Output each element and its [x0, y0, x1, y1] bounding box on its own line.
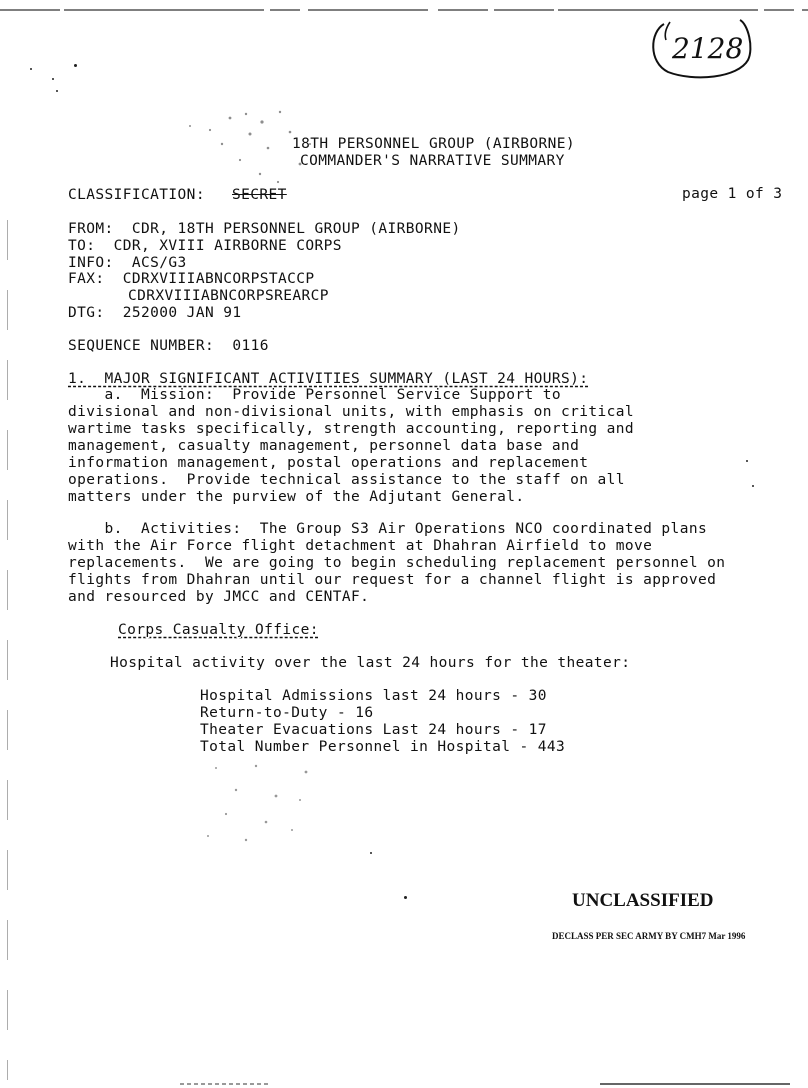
sequence-number: SEQUENCE NUMBER: 0116 [68, 338, 269, 354]
paragraph-line: operations. Provide technical assistance to the staff on all [68, 472, 625, 488]
paragraph-line: information management, postal operations and replacement [68, 455, 589, 471]
scan-speck [752, 485, 754, 487]
scan-speck [74, 64, 77, 67]
classification-value: SECRET [232, 187, 287, 203]
corps-casualty-heading: Corps Casualty Office: [118, 622, 319, 638]
paragraph-line: b. Activities: The Group S3 Air Operations NCO coordinated plans [68, 521, 708, 537]
section-heading: 1. MAJOR SIGNIFICANT ACTIVITIES SUMMARY (LAST 24 HOURS): [68, 371, 589, 387]
header-summary-title: COMMANDER'S NARRATIVE SUMMARY [300, 153, 565, 169]
paragraph-line: management, casualty management, personnel data base and [68, 438, 580, 454]
hospital-intro: Hospital activity over the last 24 hours for the theater: [110, 655, 631, 671]
scan-smudge [196, 760, 336, 850]
paragraph-line: divisional and non-divisional units, with emphasis on critical [68, 404, 635, 420]
info-line: INFO: ACS/G3 [68, 255, 187, 271]
scan-speck [56, 90, 58, 92]
paragraph-line: matters under the purview of the Adjutant General. [68, 489, 525, 505]
scan-speck [52, 78, 54, 80]
hospital-item: Hospital Admissions last 24 hours - 30 [200, 688, 547, 704]
hospital-item: Total Number Personnel in Hospital - 443 [200, 739, 566, 755]
paragraph-line: wartime tasks specifically, strength accounting, reporting and [68, 421, 635, 437]
declassification-note: DECLASS PER SEC ARMY BY CMH7 Mar 1996 [552, 931, 746, 941]
classification-label: CLASSIFICATION: [68, 187, 205, 203]
hospital-item: Return-to-Duty - 16 [200, 705, 374, 721]
scan-speck [370, 852, 372, 854]
fax-line-1: FAX: CDRXVIIIABNCORPSTACCP [68, 271, 315, 287]
paragraph-line: a. Mission: Provide Personnel Service Support to [68, 387, 562, 403]
scan-left-margin [6, 220, 9, 1080]
hospital-item: Theater Evacuations Last 24 hours - 17 [200, 722, 547, 738]
paragraph-line: with the Air Force flight detachment at Dhahran Airfield to move [68, 538, 653, 554]
scan-top-line [0, 8, 808, 12]
scan-speck [746, 460, 748, 462]
handwritten-number: 2128 [672, 32, 744, 65]
fax-line-2: CDRXVIIIABNCORPSREARCP [128, 288, 329, 304]
to-line: TO: CDR, XVIII AIRBORNE CORPS [68, 238, 342, 254]
from-line: FROM: CDR, 18TH PERSONNEL GROUP (AIRBORNE) [68, 221, 461, 237]
paragraph-line: flights from Dhahran until our request for a channel flight is approved [68, 572, 717, 588]
header-unit-title: 18TH PERSONNEL GROUP (AIRBORNE) [292, 136, 576, 152]
unclassified-marking: UNCLASSIFIED [572, 890, 714, 911]
scan-speck [30, 68, 32, 70]
scan-speck [404, 896, 407, 899]
page-indicator: page 1 of 3 [682, 186, 783, 202]
scan-bottom-line [0, 1082, 808, 1086]
dtg-line: DTG: 252000 JAN 91 [68, 305, 242, 321]
paragraph-line: and resourced by JMCC and CENTAF. [68, 589, 370, 605]
paragraph-line: replacements. We are going to begin scheduling replacement personnel on [68, 555, 726, 571]
